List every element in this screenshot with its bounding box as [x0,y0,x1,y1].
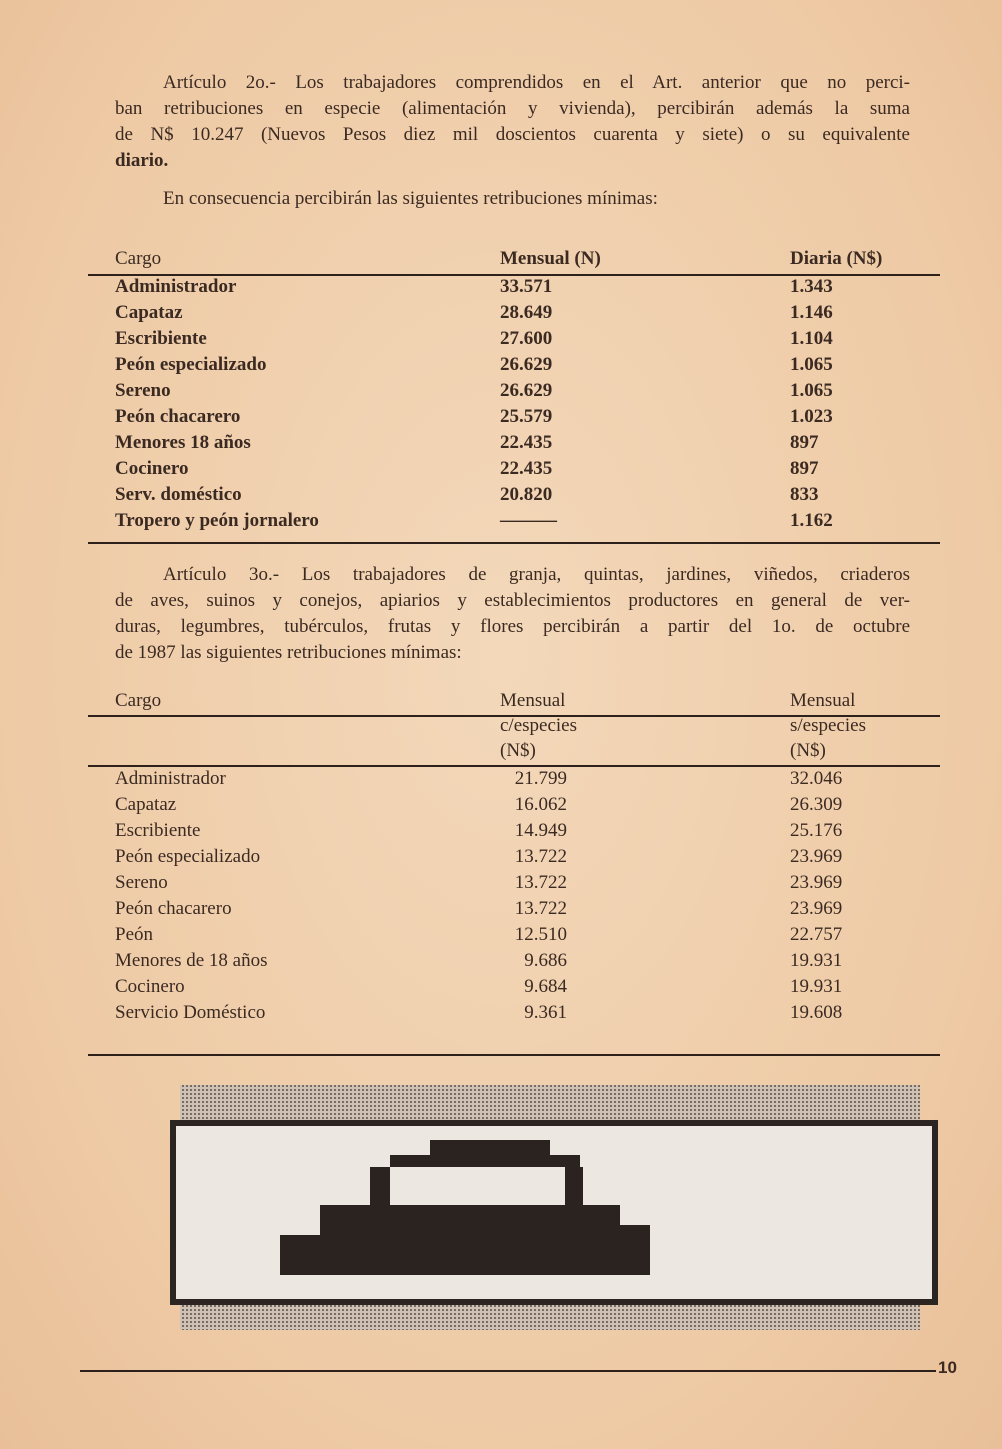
table-1 [115,246,940,534]
cell-diaria: 19.931 [790,950,843,971]
cell-mensual: 16.062 [514,794,567,815]
cell-mensual: 20.820 [500,484,553,505]
cell-mensual: 33.571 [500,276,553,297]
table-row [115,300,940,326]
cell-diaria: 19.608 [790,1002,843,1023]
cell-mensual: 22.435 [500,458,553,479]
cell-mensual: 22.435 [500,432,553,453]
page-number: 10 [938,1358,957,1377]
paragraph-line: Artículo 2o.- Los trabajadores comprendidos en el Art. anterior que no perci- [163,72,910,93]
cell-diaria: 1.162 [790,510,833,531]
table-row [115,896,940,922]
consequence-line: En consecuencia percibirán las siguientes retribuciones mínimas: [163,188,658,209]
cell-mensual: 21.799 [514,768,567,789]
harvester-photo [170,1085,938,1330]
cell-diaria: 25.176 [790,820,843,841]
table-row [115,766,940,792]
paragraph-line: diario. [115,150,169,171]
table-row [115,870,940,896]
header-diaria: Diaria (N$) [790,248,883,269]
cell-diaria: 22.757 [790,924,843,945]
table-row [115,792,940,818]
cell-cargo: Servicio Doméstico [115,1002,266,1023]
cell-cargo: Peón chacarero [115,406,241,427]
paragraph-line: de aves, suinos y conejos, apiarios y establecimientos productores en general de ver- [115,590,910,611]
footer-rule [80,1370,936,1372]
cell-cargo: Peón especializado [115,846,261,867]
subheader-currency: (N$) [790,740,826,761]
cell-cargo: Administrador [115,276,237,297]
table-header [115,246,940,272]
cell-diaria: 23.969 [790,898,843,919]
cell-cargo: Capataz [115,302,183,323]
cell-diaria: 897 [790,432,819,453]
cell-mensual: 13.722 [514,898,567,919]
cell-diaria: 1.343 [790,276,833,297]
cell-cargo: Serv. doméstico [115,484,242,505]
cell-mensual: 28.649 [500,302,553,323]
cell-mensual: 26.629 [500,354,553,375]
paragraph-line: de N$ 10.247 (Nuevos Pesos diez mil doscientos cuarenta y siete) o su equivalente [115,124,910,145]
header-cargo: Cargo [115,248,162,269]
cell-cargo: Peón especializado [115,354,267,375]
cell-cargo: Capataz [115,794,177,815]
cell-cargo: Cocinero [115,976,185,997]
cell-diaria: 23.969 [790,846,843,867]
cell-cargo: Escribiente [115,328,207,349]
table-row [115,456,940,482]
table-row [115,818,940,844]
header-mensual-sin: Mensual [790,690,856,711]
article-3-paragraph [115,562,910,666]
cell-cargo: Menores 18 años [115,432,251,453]
cell-mensual: 13.722 [514,846,567,867]
cell-diaria: 1.023 [790,406,833,427]
cell-cargo: Peón [115,924,153,945]
table-bottom-rule [88,1054,940,1056]
cell-diaria: 32.046 [790,768,843,789]
cell-mensual: 12.510 [514,924,567,945]
table-row [115,948,940,974]
table-row [115,274,940,300]
table-header [115,688,940,714]
cell-cargo: Sereno [115,872,168,893]
table-row [115,378,940,404]
subheader-currency: (N$) [500,740,536,761]
subheader-con-especies: c/especies [500,715,578,736]
cell-diaria: 1.065 [790,354,833,375]
cell-diaria: 897 [790,458,819,479]
header-cargo: Cargo [115,690,162,711]
cell-cargo: Menores de 18 años [115,950,268,971]
table-subheader [115,714,940,738]
cell-mensual: 25.579 [500,406,553,427]
subheader-sin-especies: s/especies [790,715,866,736]
cell-mensual: 13.722 [514,872,567,893]
paragraph-line: ban retribuciones en especie (alimentación y vivienda), percibirán además la suma [115,98,910,119]
cell-cargo: Peón chacarero [115,898,232,919]
article-2-paragraph [115,70,910,212]
table-row [115,326,940,352]
paragraph-line: Artículo 3o.- Los trabajadores de granja, quintas, jardines, viñedos, criaderos [163,564,910,585]
cell-diaria: 19.931 [790,976,843,997]
cell-cargo: Escribiente [115,820,201,841]
cell-diaria: 833 [790,484,819,505]
cell-diaria: 1.104 [790,328,833,349]
table-bottom-rule [88,542,940,544]
table-row [115,922,940,948]
cell-diaria: 26.309 [790,794,843,815]
table-row [115,974,940,1000]
header-mensual-con: Mensual [500,690,566,711]
table-row [115,352,940,378]
cell-diaria: 1.065 [790,380,833,401]
table-2 [115,688,940,1026]
cell-diaria: 23.969 [790,872,843,893]
cell-mensual: 27.600 [500,328,553,349]
table-row [115,404,940,430]
cell-diaria: 1.146 [790,302,833,323]
cell-mensual: 9.684 [524,976,567,997]
cell-mensual: 9.686 [524,950,567,971]
cell-cargo: Administrador [115,768,226,789]
cell-mensual: 9.361 [524,1002,567,1023]
table-row [115,430,940,456]
cell-mensual: ——— [500,510,557,531]
cell-cargo: Cocinero [115,458,189,479]
paragraph-line: duras, legumbres, tubérculos, frutas y flores percibirán a partir del 1o. de octubre [115,616,910,637]
header-mensual: Mensual (N) [500,248,601,269]
table-row [115,844,940,870]
cell-mensual: 14.949 [514,820,567,841]
cell-cargo: Sereno [115,380,171,401]
table-row [115,482,940,508]
paragraph-line: de 1987 las siguientes retribuciones mínimas: [115,642,462,663]
table-row [115,1000,940,1026]
table-subheader [115,738,940,764]
cell-cargo: Tropero y peón jornalero [115,510,319,531]
table-row [115,508,940,534]
cell-mensual: 26.629 [500,380,553,401]
